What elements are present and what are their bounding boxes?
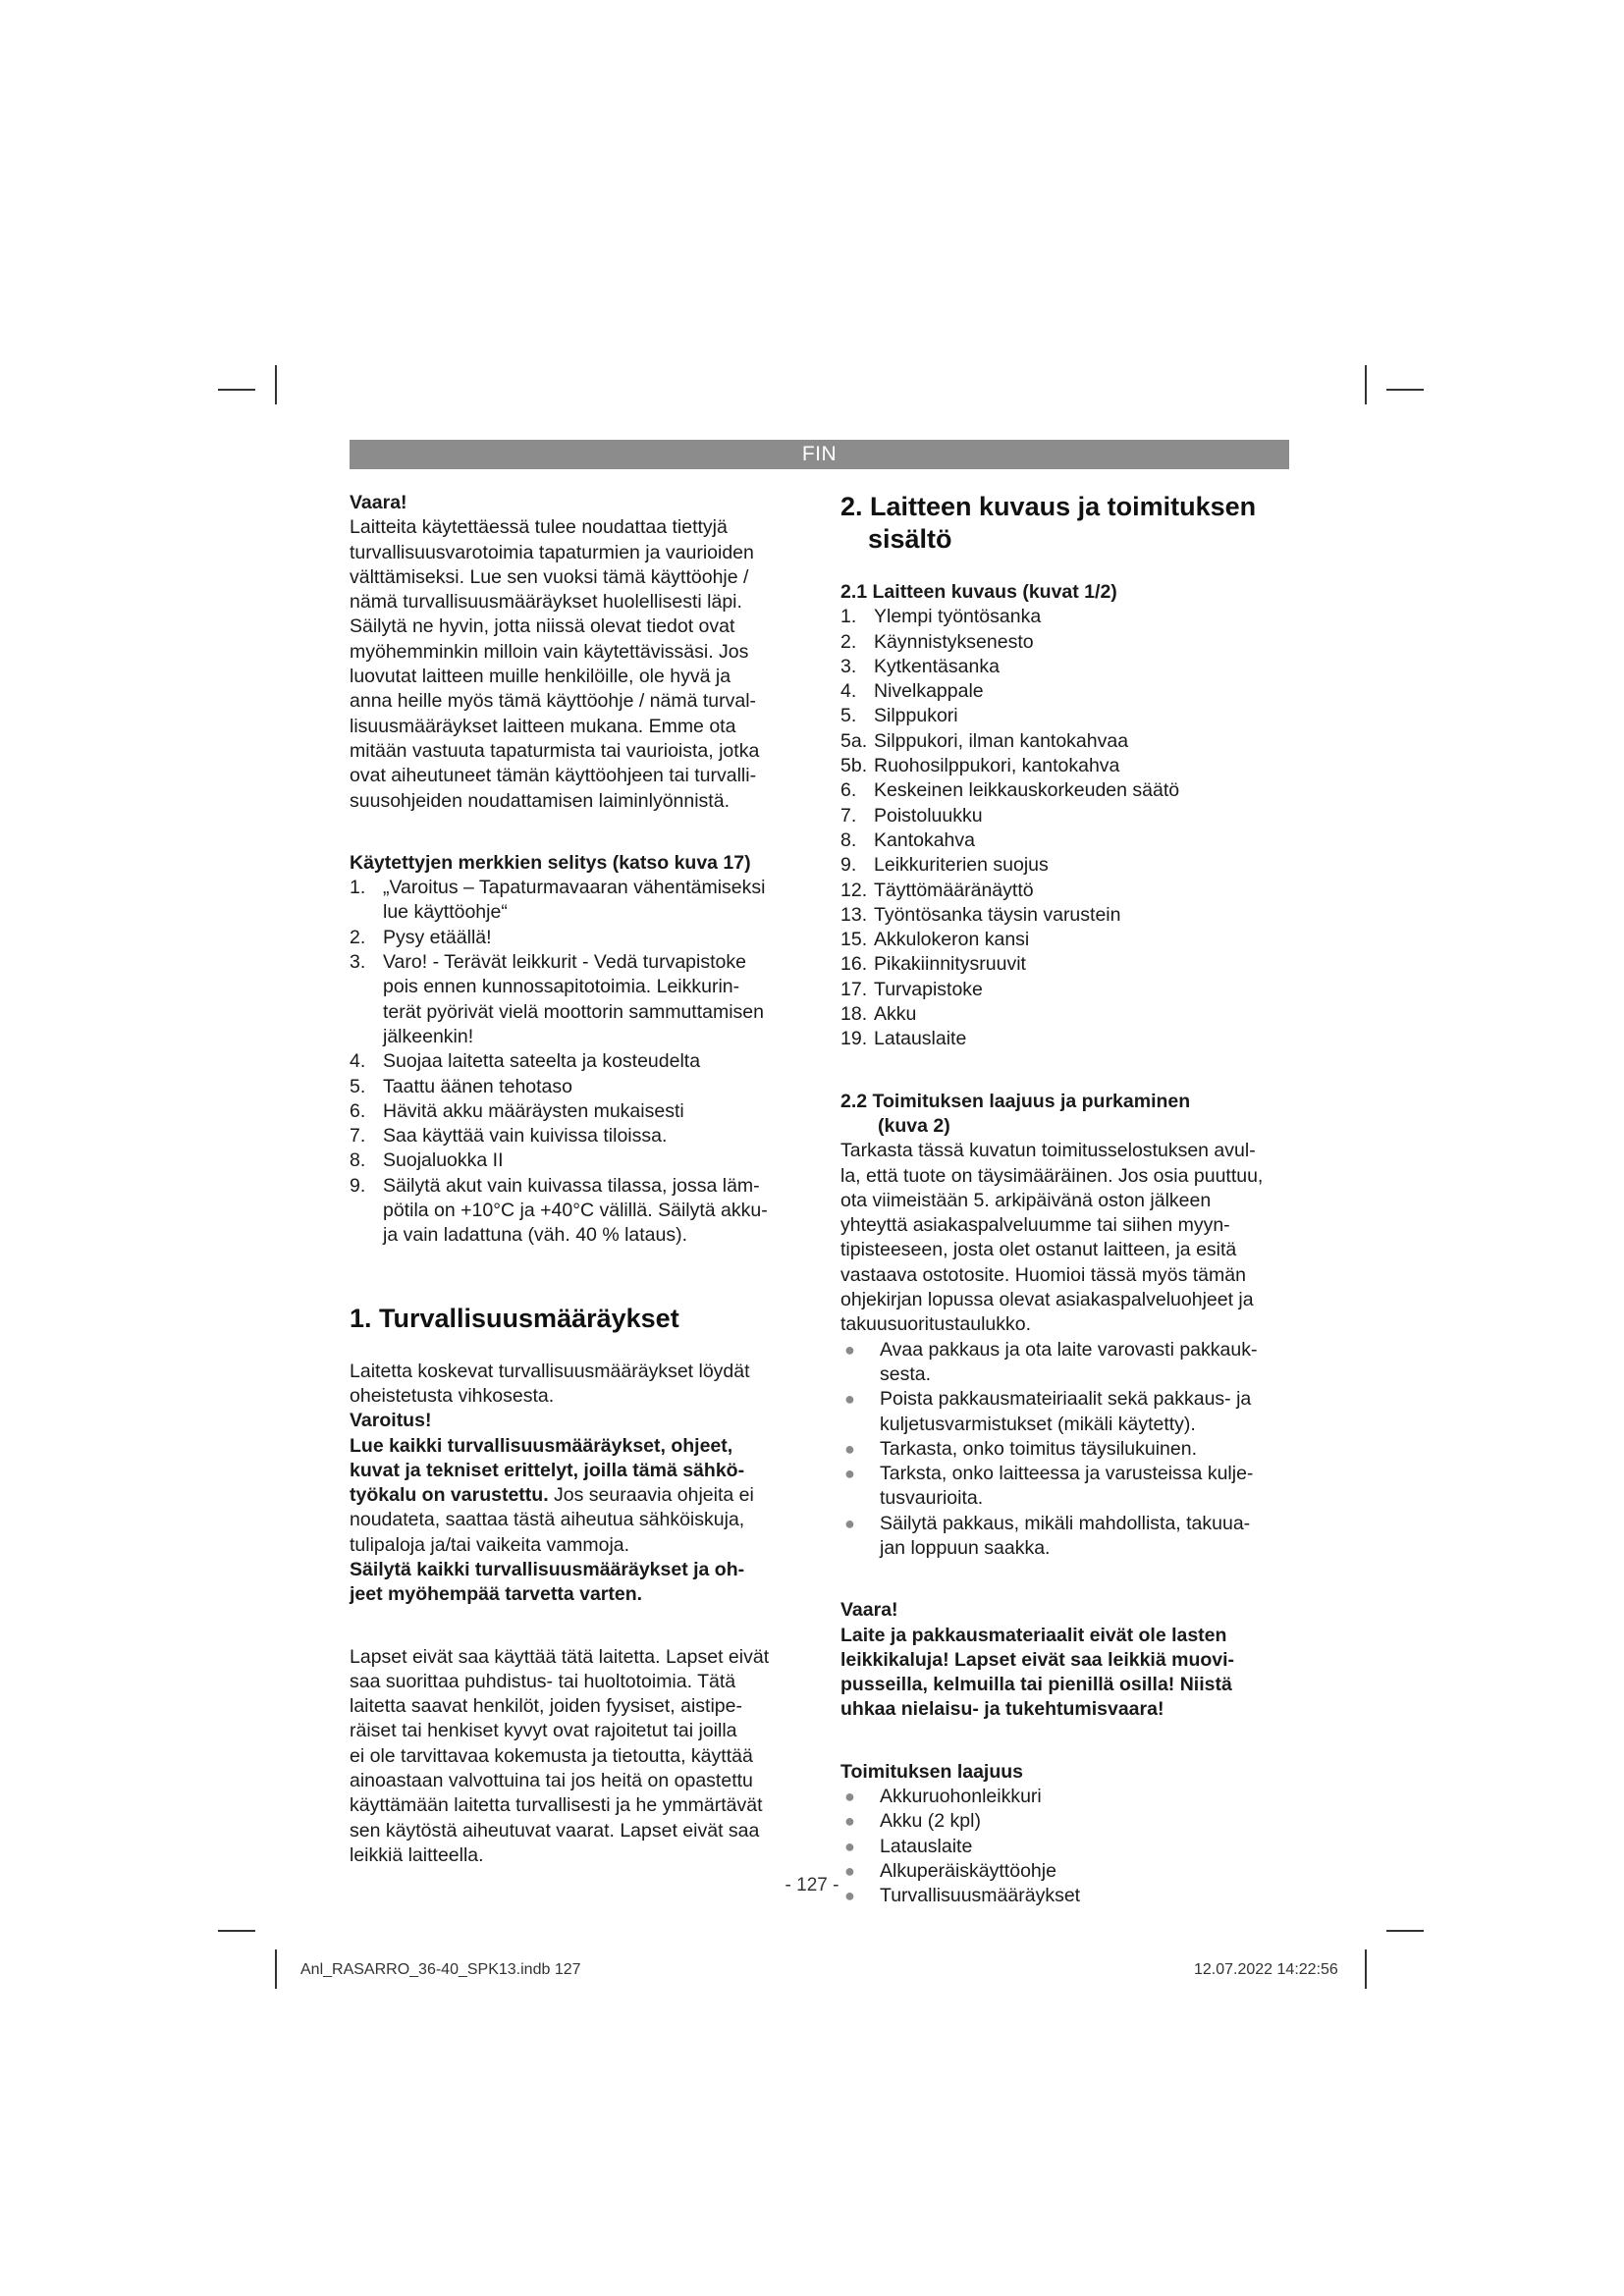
crop-mark-tl-v — [275, 365, 277, 404]
item-text: Työntösanka täysin varustein — [874, 903, 1121, 926]
item-number: 4. — [350, 1050, 366, 1073]
item-number: 9. — [350, 1174, 366, 1197]
varoitus-text — [350, 1434, 803, 1608]
item-number: 5. — [840, 705, 857, 727]
text-line: Tarksta, onko laitteessa ja varusteissa kulje- — [880, 1463, 1254, 1485]
bullet-item — [840, 1512, 1294, 1562]
bullet-icon: ● — [844, 1886, 855, 1906]
item-number: 13. — [840, 903, 868, 926]
text-line: Hävitä akku määräysten mukaisesti — [383, 1099, 684, 1122]
title-line: (kuva 2) — [878, 1114, 950, 1137]
text-line: pois ennen kunnossapitotoimia. Leikkurin- — [383, 976, 740, 998]
item-text: Pikakiinnitysruuvit — [874, 953, 1026, 976]
text-line: Saa käyttää vain kuivissa tiloissa. — [383, 1125, 668, 1148]
vaara-2-title: Vaara! — [840, 1599, 898, 1622]
part-item — [840, 903, 1294, 928]
text-line: pötila on +10°C ja +40°C välillä. Säilytä akku- — [383, 1200, 768, 1222]
bullet-icon: ● — [844, 1464, 855, 1484]
text-line: yhteyttä asiakaspalveluumme tai siihen myyn- — [840, 1214, 1230, 1237]
text-line: terät pyörivät vielä moottorin sammuttamisen — [383, 1000, 764, 1023]
title-line: sisältö — [868, 524, 952, 554]
text-line: jeet myöhempää tarvetta varten. — [350, 1583, 643, 1606]
symbol-item — [350, 1174, 803, 1249]
bullet-item — [840, 1835, 1294, 1859]
item-text: Täyttömääränäyttö — [874, 879, 1034, 901]
part-item — [840, 704, 1294, 728]
text-line: ei ole tarvittavaa kokemusta ja tietoutta, käyttää — [350, 1744, 753, 1767]
symbol-item — [350, 1049, 803, 1074]
text-line: Tarkasta, onko toimitus täysilukuinen. — [880, 1437, 1197, 1460]
text-line: noudateta, saattaa tästä aiheutua sähköiskuja, — [350, 1509, 745, 1531]
item-text: Alkuperäiskäyttöohje — [880, 1859, 1056, 1882]
text-line: tulipaloja ja/tai vaikeita vammoja. — [350, 1533, 630, 1556]
bullet-icon: ● — [844, 1438, 855, 1459]
part-item — [840, 679, 1294, 704]
part-item — [840, 754, 1294, 778]
page-number: - 127 - — [785, 1875, 839, 1896]
bullet-item — [840, 1437, 1294, 1462]
varoitus-title: Varoitus! — [350, 1410, 432, 1432]
text-line: Säilytä pakkaus, mikäli mahdollista, takuua- — [880, 1512, 1251, 1534]
bullet-icon: ● — [844, 1860, 855, 1881]
bullet-item — [840, 1785, 1294, 1809]
scope-title: Toimituksen laajuus — [840, 1760, 1024, 1783]
unpack-steps — [840, 1338, 1294, 1562]
language-label: FIN — [801, 443, 838, 465]
item-number: 2. — [840, 630, 857, 653]
text-line: leikkikaluja! Lapset eivät saa leikkiä muovi- — [840, 1648, 1235, 1671]
part-item — [840, 729, 1294, 754]
text-line: anna heille myös tämä käyttöohje / nämä turval- — [350, 690, 757, 713]
text-line: kuljetusvarmistukset (mikäli käytetty). — [880, 1413, 1196, 1435]
item-text: Poistoluukku — [874, 804, 983, 827]
part-item — [840, 978, 1294, 1002]
text-line: takuusuoritustaulukko. — [840, 1313, 1032, 1336]
item-text: Latauslaite — [880, 1835, 973, 1857]
item-text: Latauslaite — [874, 1028, 967, 1050]
text-line: sesta. — [880, 1362, 932, 1385]
title-line: 2. Laitteen kuvaus ja toimituksen — [840, 492, 1257, 521]
text-line: ohjekirjan lopussa olevat asiakaspalveluohjeet ja — [840, 1289, 1254, 1311]
text-line: räiset tai henkiset kyvyt ovat rajoitetut tai joilla — [350, 1720, 737, 1742]
crop-mark-br-v — [1365, 1949, 1367, 1989]
text-line: Lue kaikki turvallisuusmääräykset, ohjeet, — [350, 1434, 733, 1457]
text-line: ota viimeistään 5. arkipäivänä oston jälkeen — [840, 1189, 1212, 1211]
crop-mark-tr-h — [1386, 389, 1424, 391]
parts-list — [840, 605, 1294, 1051]
text-line: ovat aiheutuneet tämän käyttöohjeen tai turvalli- — [350, 765, 757, 787]
bullet-icon: ● — [844, 1836, 855, 1856]
text-line: Suojaluokka II — [383, 1149, 504, 1172]
text-line: suusohjeiden noudattamisen laiminlyönnistä. — [350, 789, 730, 812]
part-item — [840, 804, 1294, 828]
item-text: Ruohosilppukori, kantokahva — [874, 755, 1120, 777]
bullet-icon: ● — [844, 1389, 855, 1410]
item-text: Kytkentäsanka — [874, 655, 1000, 677]
item-number: 18. — [840, 1003, 868, 1026]
vaara-2-text — [840, 1624, 1294, 1723]
item-number: 8. — [350, 1149, 366, 1172]
part-item — [840, 778, 1294, 803]
item-number: 19. — [840, 1028, 868, 1050]
part-item — [840, 1002, 1294, 1027]
item-text: Kantokahva — [874, 828, 975, 851]
text-line: Suojaa laitetta sateelta ja kosteudelta — [383, 1050, 701, 1073]
crop-mark-tl-h — [218, 389, 255, 391]
bullet-icon: ● — [844, 1811, 855, 1832]
bullet-icon: ● — [844, 1513, 855, 1533]
bullet-icon: ● — [844, 1787, 855, 1807]
symbol-item — [350, 1124, 803, 1148]
bullet-item — [840, 1338, 1294, 1388]
vaara-title: Vaara! — [350, 492, 407, 513]
item-number: 5b. — [840, 755, 868, 777]
text-line: laitetta saavat henkilöt, joiden fyysiset, aistipe- — [350, 1695, 742, 1718]
text-line: mitään vastuuta tapaturmista tai vaurioista, jotka — [350, 739, 760, 762]
crop-mark-bl-v — [275, 1949, 277, 1989]
text-line: Avaa pakkaus ja ota laite varovasti pakkauk- — [880, 1338, 1258, 1361]
section-2-title — [840, 491, 1294, 556]
text-line: nämä turvallisuusmääräykset huolellisesti läpi. — [350, 591, 742, 614]
text-line: jan loppuun saakka. — [880, 1536, 1051, 1559]
title-line: 2.2 Toimituksen laajuus ja purkaminen — [840, 1090, 1191, 1112]
text-line: ainoastaan valvottuina tai jos heitä on opastettu — [350, 1770, 753, 1792]
text-line: välttämiseksi. Lue sen vuoksi tämä käyttöohje / — [350, 565, 749, 588]
symbol-item — [350, 926, 803, 950]
text-line: Varo! - Terävät leikkurit - Vedä turvapistoke — [383, 951, 746, 974]
part-item — [840, 630, 1294, 655]
item-text: Turvallisuusmääräykset — [880, 1885, 1081, 1907]
item-text: Ylempi työntösanka — [874, 606, 1042, 628]
item-text: Akku — [874, 1003, 917, 1026]
text-line: Laitetta koskevat turvallisuusmääräykset löydät — [350, 1360, 750, 1382]
subsection-2-1-title: 2.1 Laitteen kuvaus (kuvat 1/2) — [840, 581, 1117, 603]
footer-datetime: 12.07.2022 14:22:56 — [1194, 1961, 1338, 1978]
text-line: Lapset eivät saa käyttää tätä laitetta. Lapset eivät — [350, 1645, 770, 1668]
symbols-list — [350, 876, 803, 1248]
bullet-item — [840, 1387, 1294, 1437]
item-number: 15. — [840, 929, 868, 951]
text-line: uhkaa nielaisu- ja tukehtumisvaara! — [840, 1698, 1164, 1721]
item-text: Silppukori, ilman kantokahvaa — [874, 729, 1129, 752]
text-line: myöhemminkin milloin vain käytettävissäsi. Jos — [350, 640, 749, 663]
text-line: luovutat laitteen muille henkilöille, ole hyvä ja — [350, 666, 731, 688]
text-line: la, että tuote on täysimääräinen. Jos osia puuttuu, — [840, 1164, 1264, 1187]
bold-fragment: työkalu on varustettu. — [350, 1484, 549, 1507]
part-item — [840, 1027, 1294, 1051]
item-number: 8. — [840, 828, 857, 851]
text-line: Taattu äänen tehotaso — [383, 1075, 572, 1097]
item-text: Leikkuriterien suojus — [874, 854, 1049, 877]
item-text: Käynnistyksenesto — [874, 630, 1034, 653]
part-item — [840, 879, 1294, 903]
text-line: kuvat ja tekniset erittelyt, joilla tämä sähkö- — [350, 1459, 745, 1481]
item-text: Akkulokeron kansi — [874, 929, 1030, 951]
text-line: Pysy etäällä! — [383, 926, 492, 948]
item-number: 3. — [350, 951, 366, 974]
subsection-2-2-title — [840, 1090, 1294, 1140]
item-number: 7. — [350, 1125, 366, 1148]
item-text: Akku (2 kpl) — [880, 1810, 981, 1833]
safety-intro — [350, 1360, 803, 1410]
text-line: jälkeenkin! — [383, 1025, 474, 1047]
text-line: „Varoitus – Tapaturmavaaran vähentämiseksi — [383, 877, 766, 899]
text-line: turvallisuusvarotoimia tapaturmien ja vaurioiden — [350, 541, 754, 563]
symbol-item — [350, 876, 803, 926]
item-number: 5a. — [840, 729, 868, 752]
crop-mark-bl-h — [218, 1930, 255, 1932]
item-number: 5. — [350, 1075, 366, 1097]
item-number: 4. — [840, 680, 857, 703]
item-number: 16. — [840, 953, 868, 976]
part-item — [840, 853, 1294, 878]
text-line: Poista pakkausmateiriaalit sekä pakkaus- ja — [880, 1388, 1252, 1411]
text-line: käyttämään laitetta turvallisesti ja he ymmärtävät — [350, 1794, 763, 1817]
text-line: oheistetusta vihkosesta. — [350, 1384, 555, 1407]
text-line: Laite ja pakkausmateriaalit eivät ole lasten — [840, 1624, 1227, 1646]
item-number: 12. — [840, 879, 868, 901]
part-item — [840, 655, 1294, 679]
delivery-text — [840, 1139, 1294, 1337]
right-column — [840, 491, 1294, 1909]
part-item — [840, 928, 1294, 952]
section-1-title: 1. Turvallisuusmääräykset — [350, 1303, 679, 1333]
part-item — [840, 952, 1294, 977]
part-item — [840, 828, 1294, 853]
text-line: ja vain ladattuna (väh. 40 % lataus). — [383, 1224, 688, 1247]
text-line: pusseilla, kelmuilla tai pienillä osilla! Niistä — [840, 1674, 1232, 1696]
bullet-icon: ● — [844, 1339, 855, 1360]
item-number: 6. — [350, 1099, 366, 1122]
normal-fragment: Jos seuraavia ohjeita ei — [548, 1484, 754, 1507]
text-line: Laitteita käytettäessä tulee noudattaa tiettyjä — [350, 516, 728, 539]
item-text: Silppukori — [874, 705, 958, 727]
part-item — [840, 605, 1294, 629]
item-number: 1. — [840, 606, 857, 628]
text-line: saa suorittaa puhdistus- tai huoltotoimia. Tätä — [350, 1670, 736, 1692]
crop-mark-tr-v — [1365, 365, 1367, 404]
vaara-text — [350, 515, 803, 814]
item-text: Turvapistoke — [874, 978, 983, 1000]
item-text: Nivelkappale — [874, 680, 984, 703]
text-line: sen käytöstä aiheutuvat vaarat. Lapset eivät saa — [350, 1819, 760, 1842]
item-number: 2. — [350, 926, 366, 948]
symbol-item — [350, 1075, 803, 1099]
text-line: vastaava ostotosite. Huomioi tässä myös tämän — [840, 1263, 1246, 1286]
text-line: tipisteeseen, josta olet ostanut laitteen, ja esitä — [840, 1239, 1237, 1261]
item-text: Akkuruohonleikkuri — [880, 1786, 1042, 1808]
text-line: tusvaurioita. — [880, 1487, 984, 1510]
item-number: 3. — [840, 655, 857, 677]
left-column — [350, 491, 803, 1868]
symbol-item — [350, 950, 803, 1049]
text-line: lisuusmääräykset laitteen mukana. Emme ota — [350, 715, 736, 737]
text-line: Säilytä ne hyvin, jotta niissä olevat tiedot ovat — [350, 615, 735, 638]
text-line: leikkiä laitteella. — [350, 1843, 484, 1866]
children-text — [350, 1645, 803, 1869]
crop-mark-br-h — [1386, 1930, 1424, 1932]
item-number: 7. — [840, 804, 857, 827]
item-number: 17. — [840, 978, 868, 1000]
text-line: Säilytä akut vain kuivassa tilassa, jossa läm- — [383, 1174, 760, 1197]
symbols-title: Käytettyjen merkkien selitys (katso kuva 17) — [350, 851, 751, 874]
footer-file: Anl_RASARRO_36-40_SPK13.indb 127 — [300, 1961, 581, 1978]
symbol-item — [350, 1099, 803, 1124]
item-number: 1. — [350, 877, 366, 899]
bullet-item — [840, 1462, 1294, 1512]
bullet-item — [840, 1809, 1294, 1834]
text-line: Säilytä kaikki turvallisuusmääräykset ja oh- — [350, 1558, 745, 1580]
item-number: 6. — [840, 779, 857, 802]
text-line: lue käyttöohje“ — [383, 901, 508, 924]
symbol-item — [350, 1148, 803, 1173]
language-header-bar — [350, 440, 1289, 469]
item-text: Keskeinen leikkauskorkeuden säätö — [874, 779, 1180, 802]
item-number: 9. — [840, 854, 857, 877]
text-line-mixed — [350, 1483, 803, 1508]
text-line: Tarkasta tässä kuvatun toimitusselostuksen avul- — [840, 1140, 1256, 1162]
